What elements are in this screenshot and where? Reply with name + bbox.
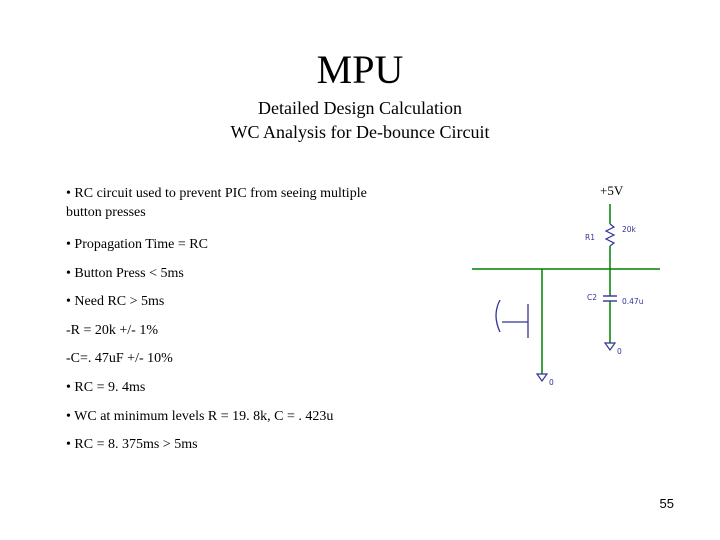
slide-subtitle-line1: Detailed Design Calculation	[258, 98, 462, 118]
resistor-r1	[606, 224, 614, 246]
slide-title: MPU	[316, 47, 404, 92]
debounce-circuit-schematic	[466, 178, 676, 403]
ground-label-right: 0	[617, 347, 622, 356]
resistor-value-label: 20k	[622, 225, 636, 234]
bullet-item: • Need RC > 5ms	[66, 294, 165, 309]
slide-subtitle-line2: WC Analysis for De-bounce Circuit	[230, 122, 490, 142]
bullet-item: • Propagation Time = RC	[66, 237, 208, 252]
bullet-item: • RC = 8. 375ms > 5ms	[66, 437, 198, 452]
resistor-ref-label: R1	[585, 233, 595, 242]
bullet-item: • RC = 9. 4ms	[66, 380, 146, 395]
capacitor-ref-label: C2	[587, 293, 598, 302]
ground-label-left: 0	[549, 378, 554, 387]
bullet-item: • WC at minimum levels R = 19. 8k, C = . 423u	[66, 409, 334, 424]
bullet-item: -R = 20k +/- 1%	[66, 323, 159, 338]
bullet-item: • Button Press < 5ms	[66, 266, 184, 281]
bullet-item: • RC circuit used to prevent PIC from seeing multiple	[66, 186, 367, 201]
bullet-item-continuation: button presses	[66, 205, 146, 220]
ground-symbol-right	[605, 343, 615, 350]
bullet-item: -C=. 47uF +/- 10%	[66, 351, 173, 366]
capacitor-value-label: 0.47u	[622, 297, 644, 306]
ground-symbol-left	[537, 374, 547, 381]
page-number: 55	[659, 496, 674, 511]
pushbutton-actuator	[496, 300, 500, 332]
supply-voltage-label: +5V	[600, 183, 624, 198]
